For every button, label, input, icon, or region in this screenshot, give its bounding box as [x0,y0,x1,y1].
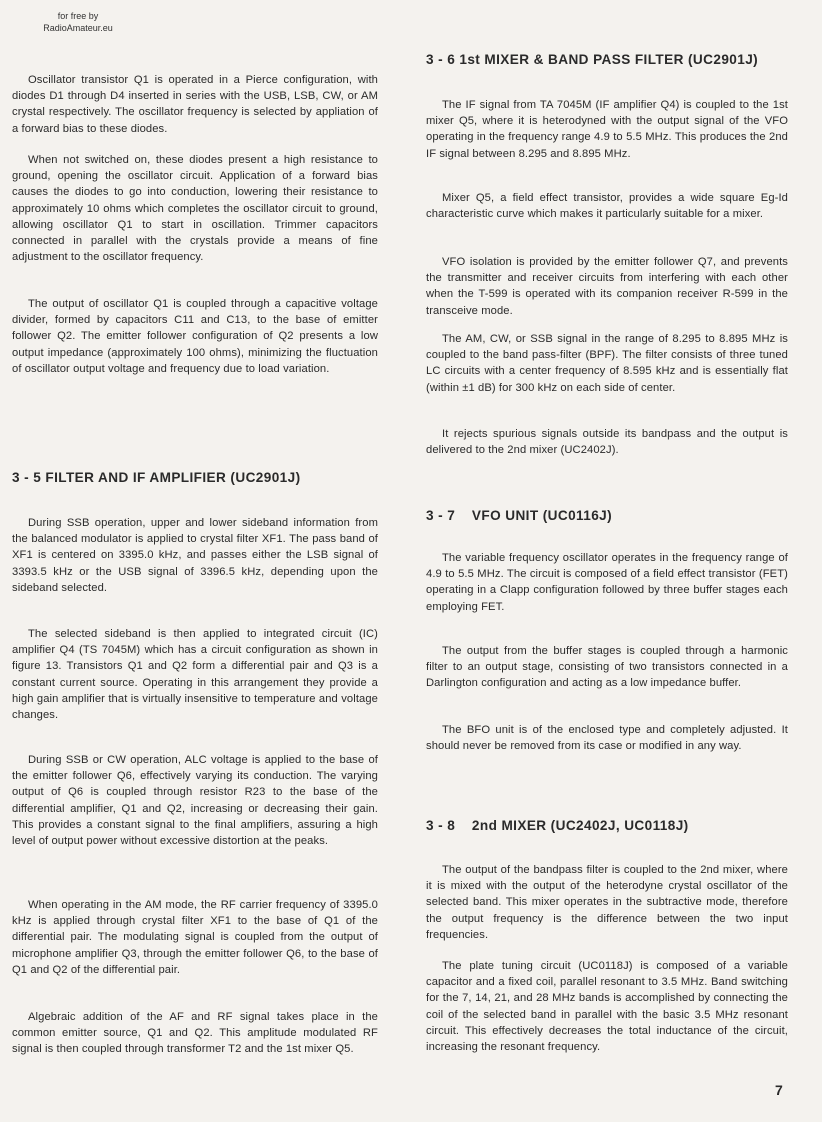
paragraph: VFO isolation is provided by the emitter follower Q7, and prevents the transmitter and receiver circuits from interfering with each other when the T-599 is operated with its companion receiver R-599 in the transceive mode. [426,256,788,317]
paragraph: Oscillator transistor Q1 is operated in a Pierce configuration, with diodes D1 through D4 inserted in series with the USB, LSB, CW, or AM crystal respectively. The oscillator frequency is selected by appliation of a forward bias to these diodes. [12,74,378,135]
watermark [38,10,118,34]
page-number: 7 [775,1082,783,1098]
paragraph: The AM, CW, or SSB signal in the range of 8.295 to 8.895 MHz is coupled to the band pass-filter (BPF). The filter consists of three tuned LC circuits with a center frequency of 8.595 kHz and is essentially flat (within ±1 dB) for 300 kHz on each side of center. [426,333,788,394]
paragraph: Mixer Q5, a field effect transistor, provides a wide square Eg-Id characteristic curve which makes it particularly suitable for a mixer. [426,192,788,221]
section-heading-3-6: 3 - 6 1st MIXER & BAND PASS FILTER (UC2901J) [426,52,759,67]
paragraph: The output from the buffer stages is coupled through a harmonic filter to an output stage, consisting of two transistors connected in a Darlington configuration and acting as a low impedance buffer. [426,645,788,690]
paragraph: During SSB operation, upper and lower sideband information from the balanced modulator is applied to crystal filter XF1. The pass band of XF1 is centered on 3395.0 kHz, and passes either the LSB signal of 3393.5 kHz or the USB signal of 3396.5 kHz, depending upon the sideband selected. [12,517,378,594]
paragraph: The BFO unit is of the enclosed type and completely adjusted. It should never be removed from its case or modified in any way. [426,724,788,753]
watermark-line2: RadioAmateur.eu [43,23,113,33]
paragraph: The output of oscillator Q1 is coupled through a capacitive voltage divider, formed by capacitors C11 and C13, to the base of emitter follower Q2. The emitter follower configuration of Q2 presents a low output impedance (approximately 100 ohms), minimizing the fluctuation of oscillator output voltage and frequency due to load variation. [12,298,378,375]
paragraph: When operating in the AM mode, the RF carrier frequency of 3395.0 kHz is applied through crystal filter XF1 to the base of Q1 of the differential pair. The modulating signal is coupled from the output of microphone amplifier Q3, through the emitter follower Q6, to the base of Q1 and Q2 of the differential pair. [12,899,378,976]
paragraph: When not switched on, these diodes present a high resistance to ground, opening the oscillator circuit. Application of a forward bias causes the diodes to go into conduction, lowering their resistance to approximately 10 ohms which completes the oscillator circuit to ground, allowing oscillator Q1 to start in oscillation. Trimmer capacitors connected in parallel with the crystals provide a means of fine adjustment to the oscillator frequency. [12,154,378,264]
paragraph: Algebraic addition of the AF and RF signal takes place in the common emitter source, Q1 and Q2. This amplitude modulated RF signal is then coupled through transformer T2 and the 1st mixer Q5. [12,1011,378,1056]
paragraph: The IF signal from TA 7045M (IF amplifier Q4) is coupled to the 1st mixer Q5, where it is heterodyned with the output signal of the VFO operating in the frequency range 4.9 to 5.5 MHz. This produces the 2nd IF signal between 8.295 and 8.895 MHz. [426,99,788,160]
paragraph: It rejects spurious signals outside its bandpass and the output is delivered to the 2nd mixer (UC2402J). [426,428,788,457]
watermark-line1: for free by [57,11,99,21]
section-heading-3-8: 3 - 8 2nd MIXER (UC2402J, UC0118J) [426,818,689,833]
section-heading-3-5: 3 - 5 FILTER AND IF AMPLIFIER (UC2901J) [12,470,301,485]
paragraph: The variable frequency oscillator operates in the frequency range of 4.9 to 5.5 MHz. The circuit is composed of a field effect transistor (FET) operating in a Clapp configuration followed by three buffer stages each employing FET. [426,552,788,613]
paragraph: The plate tuning circuit (UC0118J) is composed of a variable capacitor and a fixed coil, parallel resonant to 3.5 MHz. Band switching for the 7, 14, 21, and 28 MHz bands is accomplished by connecting the coil of the selected band in parallel with the basic 3.5 MHz resonant circuit. This effectively decreases the total inductance of the circuit, increasing the resonant frequency. [426,960,788,1054]
paragraph: The selected sideband is then applied to integrated circuit (IC) amplifier Q4 (TS 7045M) which has a circuit configuration as shown in figure 13. Transistors Q1 and Q2 form a differential pair and Q3 is a constant current source. Operating in this arrangement they provide a high gain amplifier that is virtually insensitive to temperature and voltage changes. [12,628,378,722]
section-heading-3-7: 3 - 7 VFO UNIT (UC0116J) [426,508,613,523]
paragraph: During SSB or CW operation, ALC voltage is applied to the base of the emitter follower Q6, effectively varying its conduction. The varying output of Q6 is coupled through resistor R23 to the base of the differential amplifier, Q1 and Q2, increasing or decreasing their gain. This provides a constant signal to the final amplifiers, assuring a high level of output power without excessive distortion at the peaks. [12,754,378,848]
paragraph: The output of the bandpass filter is coupled to the 2nd mixer, where it is mixed with the output of the heterodyne crystal oscillator of the selected band. This mixer operates in the subtractive mode, therefore the output frequency is the difference between the two input frequencies. [426,864,788,941]
